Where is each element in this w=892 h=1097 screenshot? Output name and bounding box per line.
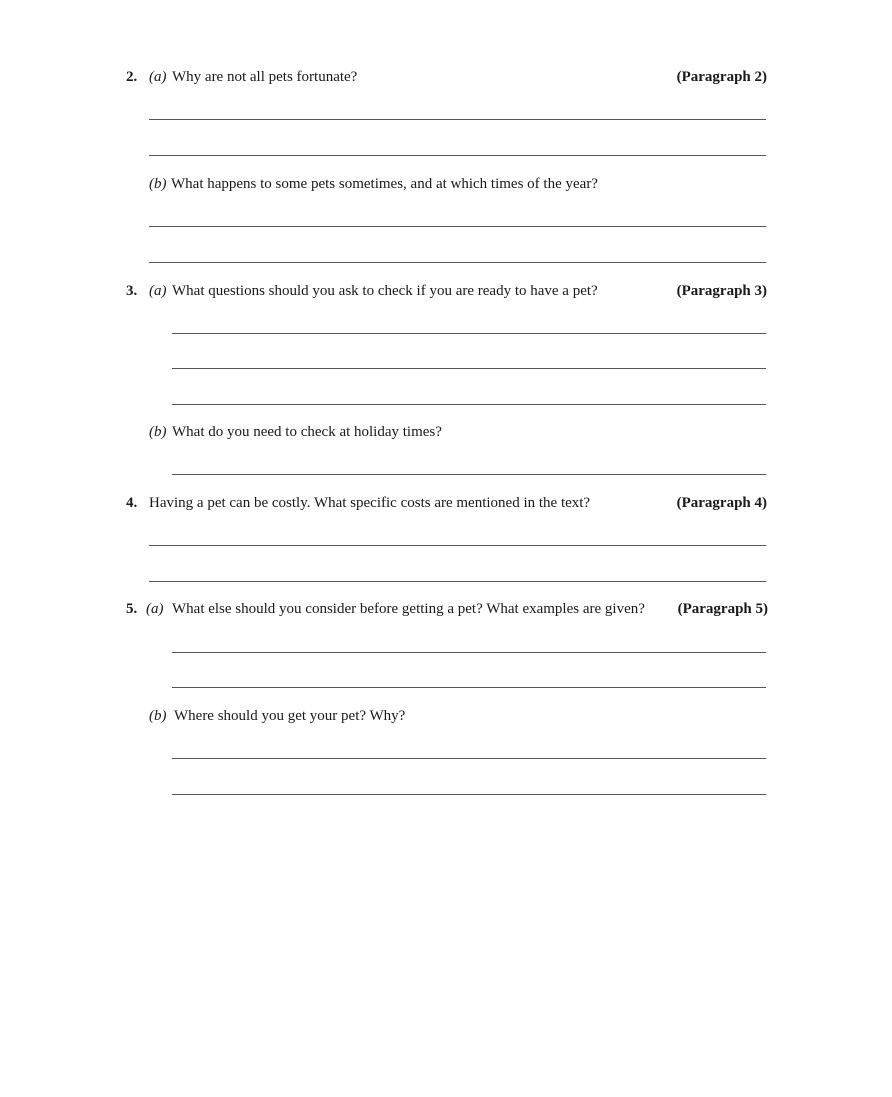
question-2-paragraph-ref: (Paragraph 2) (676, 69, 767, 85)
answer-line-2b-1[interactable] (149, 226, 766, 227)
answer-line-3b-1[interactable] (172, 474, 766, 475)
question-3a-label: (a) (149, 283, 167, 299)
question-5a-label: (a) (146, 601, 164, 617)
answer-line-2a-2[interactable] (149, 155, 766, 156)
question-3b-text: What do you need to check at holiday times? (172, 424, 442, 440)
answer-line-2a-1[interactable] (149, 119, 766, 120)
answer-line-5a-1[interactable] (172, 652, 766, 653)
question-3-number: 3. (126, 283, 138, 299)
question-3b-label: (b) (149, 424, 167, 440)
answer-line-4-2[interactable] (149, 581, 766, 582)
question-2-number: 2. (126, 69, 138, 85)
question-4-number: 4. (126, 495, 138, 511)
question-5a-text: What else should you consider before getting a pet? What examples are given? (172, 601, 645, 617)
question-3a-text: What questions should you ask to check if you are ready to have a pet? (172, 283, 598, 299)
answer-line-5a-2[interactable] (172, 687, 766, 688)
question-2a-text: Why are not all pets fortunate? (172, 69, 358, 85)
answer-line-3a-1[interactable] (172, 333, 766, 334)
question-2b-text: What happens to some pets sometimes, and at which times of the year? (171, 176, 598, 192)
question-5b-text: Where should you get your pet? Why? (174, 708, 406, 724)
answer-line-3a-3[interactable] (172, 404, 766, 405)
question-4-text: Having a pet can be costly. What specific costs are mentioned in the text? (149, 495, 591, 511)
question-4-paragraph-ref: (Paragraph 4) (676, 495, 767, 511)
answer-line-4-1[interactable] (149, 545, 766, 546)
question-5b-label: (b) (149, 708, 167, 724)
question-2a-label: (a) (149, 69, 167, 85)
question-5-paragraph-ref: (Paragraph 5) (677, 601, 768, 617)
answer-line-3a-2[interactable] (172, 368, 766, 369)
question-3-paragraph-ref: (Paragraph 3) (676, 283, 767, 299)
answer-line-5b-1[interactable] (172, 758, 766, 759)
question-2b-label: (b) (149, 176, 167, 192)
answer-line-5b-2[interactable] (172, 794, 766, 795)
question-5-number: 5. (126, 601, 138, 617)
answer-line-2b-2[interactable] (149, 262, 766, 263)
